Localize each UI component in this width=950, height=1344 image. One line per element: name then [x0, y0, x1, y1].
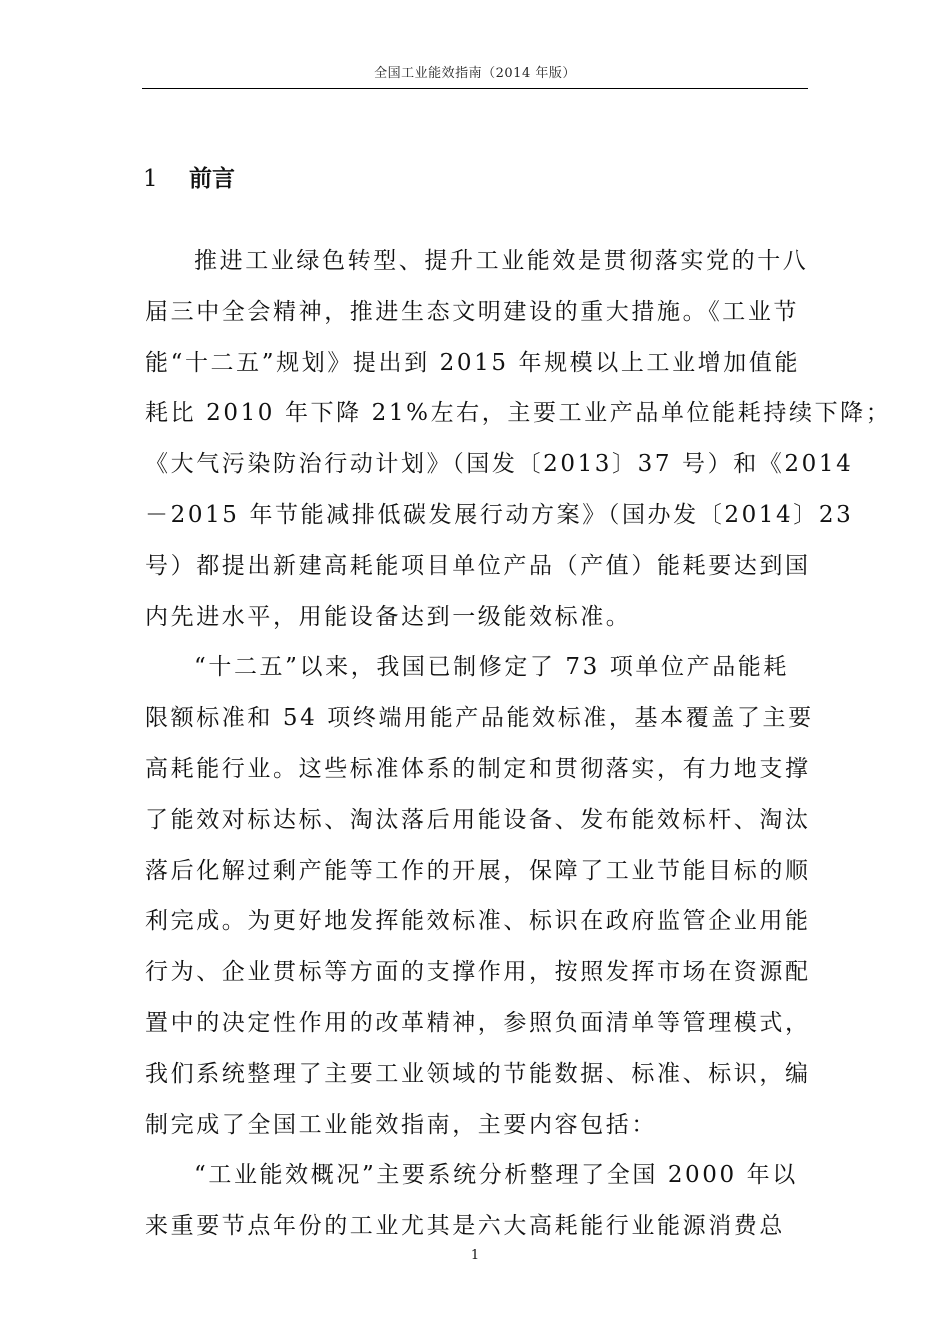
text-line: 内先进水平，用能设备达到一级能效标准。: [145, 603, 632, 630]
body-text: [145, 236, 892, 1252]
text-line: “十二五”以来，我国已制修定了 73 项单位产品能耗: [194, 654, 790, 681]
text-line: 利完成。为更好地发挥能效标准、标识在政府监管企业用能: [145, 908, 811, 935]
text-line: 限额标准和 54 项终端用能产品能效标准，基本覆盖了主要: [145, 705, 814, 732]
text-line: 了能效对标达标、淘汰落后用能设备、发布能效标杆、淘汰: [145, 806, 811, 833]
page-number: 1: [470, 1248, 480, 1263]
text-line: 我们系统整理了主要工业领域的节能数据、标准、标识，编: [145, 1060, 811, 1087]
text-line: 届三中全会精神，推进生态文明建设的重大措施。《工业节: [145, 298, 800, 325]
text-line: 来重要节点年份的工业尤其是六大高耗能行业能源消费总: [145, 1213, 785, 1240]
text-line: 制完成了全国工业能效指南，主要内容包括：: [145, 1111, 657, 1138]
text-line: 耗比 2010 年下降 21%左右，主要工业产品单位能耗持续下降；: [145, 400, 892, 427]
text-line: “工业能效概况”主要系统分析整理了全国 2000 年以: [194, 1162, 798, 1189]
running-header: 全国工业能效指南（2014 年版）: [374, 66, 576, 81]
text-line: 行为、企业贯标等方面的支撑作用，按照发挥市场在资源配: [145, 959, 811, 986]
text-line: 置中的决定性作用的改革精神，参照负面清单等管理模式，: [145, 1009, 811, 1036]
section-title: 前言: [189, 166, 236, 192]
header-rule: [142, 88, 808, 89]
text-line: 推进工业绿色转型、提升工业能效是贯彻落实党的十八: [194, 248, 809, 274]
text-line: 落后化解过剩产能等工作的开展，保障了工业节能目标的顺: [145, 857, 811, 884]
text-line: 《大气污染防治行动计划》（国发〔2013〕37 号）和《2014: [145, 451, 854, 478]
text-line: 能“十二五”规划》提出到 2015 年规模以上工业增加值能: [145, 349, 801, 376]
section-number: 1: [143, 166, 158, 192]
section-heading: [143, 160, 235, 193]
text-line: 号）都提出新建高耗能项目单位产品（产值）能耗要达到国: [145, 552, 811, 579]
text-line: 高耗能行业。这些标准体系的制定和贯彻落实，有力地支撑: [145, 755, 811, 782]
text-line: －2015 年节能减排低碳发展行动方案》（国办发〔2014〕23: [145, 501, 854, 528]
